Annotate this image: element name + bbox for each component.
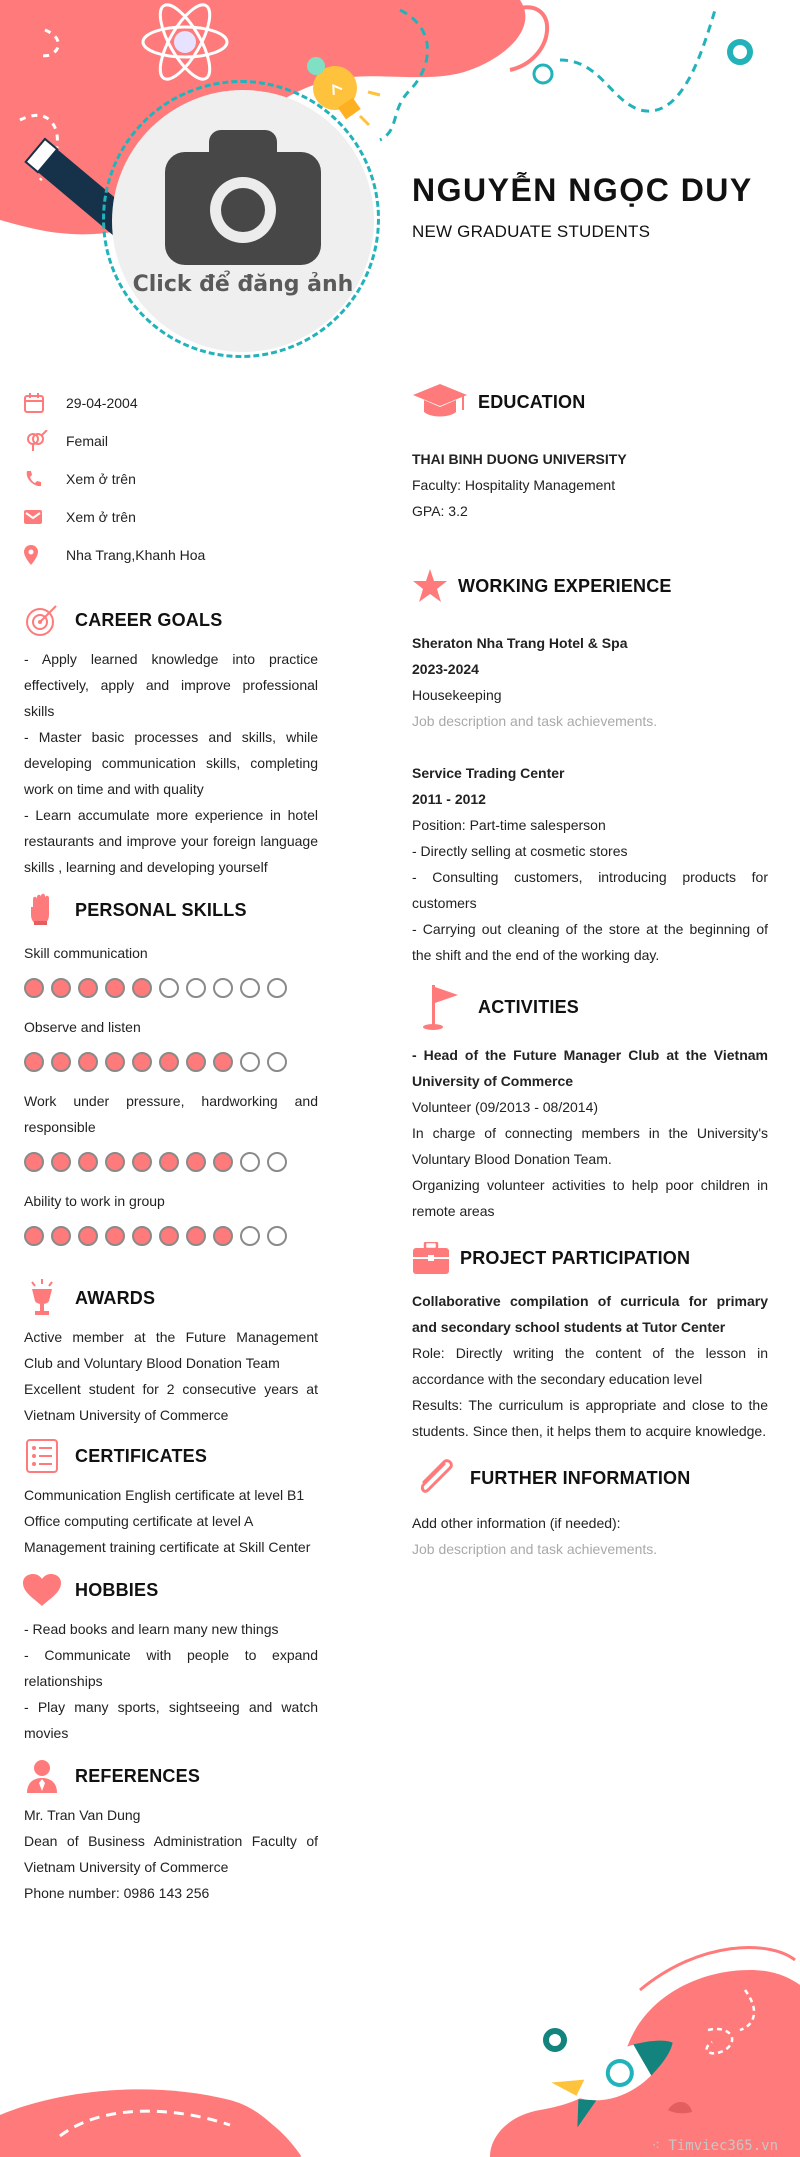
rating-dot-empty (267, 1152, 287, 1172)
job-period: 2011 - 2012 (412, 791, 486, 807)
gender-icon (24, 430, 54, 452)
rating-dot-empty (267, 1052, 287, 1072)
certificate-3: Management training certificate at Skill Center (24, 1539, 311, 1555)
rating-dot-empty (186, 978, 206, 998)
rating-dot-filled (51, 978, 71, 998)
certificates-header (22, 1436, 207, 1476)
awards-title: AWARDS (75, 1287, 156, 1308)
skill-label: Ability to work in group (24, 1193, 165, 1209)
skill-label: Work under pressure, hardworking and responsible (24, 1093, 318, 1135)
activities-title: ACTIVITIES (478, 996, 580, 1017)
hobbies-body (24, 1616, 318, 1746)
work-job-1 (412, 630, 768, 734)
rating-dot-filled (78, 1052, 98, 1072)
phone-icon (24, 468, 54, 490)
graduation-cap-icon (412, 382, 468, 422)
project-role: Role: Directly writing the content of the lesson in accordance with the secondary education level (412, 1345, 768, 1387)
award-1: Active member at the Future Management Club and Voluntary Blood Donation Team (24, 1329, 318, 1371)
work-job-2 (412, 760, 768, 968)
hobby-1: - Read books and learn many new things (24, 1621, 279, 1637)
rating-dot-empty (213, 978, 233, 998)
star-icon (412, 566, 448, 606)
camera-icon[interactable] (165, 130, 321, 265)
hand-icon (22, 890, 62, 930)
rating-dot-empty (240, 1152, 260, 1172)
activity-detail-1: In charge of connecting members in the University's Voluntary Blood Donation Team. (412, 1125, 768, 1167)
education-faculty: Faculty: Hospitality Management (412, 477, 616, 493)
work-header (412, 566, 672, 606)
rating-dot-filled (24, 978, 44, 998)
personal-skills-title: PERSONAL SKILLS (75, 899, 247, 920)
candidate-name: NGUYỄN NGỌC DUY (412, 172, 753, 208)
rating-dot-filled (105, 978, 125, 998)
email-text: Xem ở trên (66, 509, 136, 525)
hobbies-header (22, 1570, 158, 1610)
footer-decoration (0, 1900, 800, 2157)
calendar-icon (24, 392, 54, 414)
rating-dot-empty (240, 1226, 260, 1246)
career-goals-body (24, 646, 318, 880)
rating-dot-filled (105, 1226, 125, 1246)
education-title: EDUCATION (478, 391, 586, 412)
hobby-2: - Communicate with people to expand relationships (24, 1647, 318, 1689)
career-goal-3: - Learn accumulate more experience in hotel restaurants and improve your foreign language skills , learning and developing yourself (24, 807, 318, 875)
rating-dot-filled (213, 1052, 233, 1072)
project-result: Results: The curriculum is appropriate and close to the students. Since then, it helps them to acquire knowledge. (412, 1397, 768, 1439)
email-icon (24, 506, 54, 528)
personal-skills-header (22, 890, 247, 930)
rating-dot-empty (159, 978, 179, 998)
skill-rating (24, 1052, 287, 1072)
career-goal-1: - Apply learned knowledge into practice effectively, apply and improve professional skills (24, 651, 318, 719)
activities-body (412, 1042, 768, 1224)
rating-dot-filled (78, 1226, 98, 1246)
job-duty-2: - Consulting customers, introducing products for customers (412, 869, 768, 911)
rating-dot-filled (105, 1052, 125, 1072)
hobbies-title: HOBBIES (75, 1579, 159, 1600)
rating-dot-empty (240, 1052, 260, 1072)
rating-dot-filled (186, 1226, 206, 1246)
rating-dot-filled (132, 1052, 152, 1072)
certificate-1: Communication English certificate at level B1 (24, 1487, 305, 1503)
contact-birthday (24, 391, 138, 415)
briefcase-icon (412, 1238, 450, 1278)
rating-dot-filled (159, 1152, 179, 1172)
rating-dot-filled (213, 1226, 233, 1246)
job-description: Job description and task achievements. (412, 713, 658, 729)
education-school: THAI BINH DUONG UNIVERSITY (412, 451, 627, 467)
job-period: 2023-2024 (412, 661, 479, 677)
further-header (412, 1458, 690, 1498)
certificate-2: Office computing certificate at level A (24, 1513, 254, 1529)
rating-dot-filled (24, 1052, 44, 1072)
job-company: Sheraton Nha Trang Hotel & Spa (412, 635, 628, 651)
person-icon (22, 1756, 62, 1796)
contact-location (24, 543, 205, 567)
rating-dot-empty (240, 978, 260, 998)
award-2: Excellent student for 2 consecutive years at Vietnam University of Commerce (24, 1381, 318, 1423)
rating-dot-filled (51, 1226, 71, 1246)
work-title: WORKING EXPERIENCE (458, 575, 672, 596)
location-icon (24, 544, 54, 566)
rating-dot-filled (159, 1052, 179, 1072)
rating-dot-filled (24, 1152, 44, 1172)
project-heading: Collaborative compilation of curricula for primary and secondary school students at Tutor Center (412, 1293, 768, 1335)
birthday-text: 29-04-2004 (66, 395, 138, 411)
rating-dot-empty (267, 978, 287, 998)
activity-role: Volunteer (09/2013 - 08/2014) (412, 1099, 599, 1115)
awards-header (22, 1278, 155, 1318)
rating-dot-filled (51, 1052, 71, 1072)
reference-position: Dean of Business Administration Faculty of Vietnam University of Commerce (24, 1833, 318, 1875)
reference-name: Mr. Tran Van Dung (24, 1807, 141, 1823)
rating-dot-filled (51, 1152, 71, 1172)
career-goal-2: - Master basic processes and skills, while developing communication skills, completing work on time and with quality (24, 729, 318, 797)
contact-email (24, 505, 136, 529)
certificates-title: CERTIFICATES (75, 1445, 208, 1466)
rating-dot-filled (159, 1226, 179, 1246)
references-header (22, 1756, 200, 1796)
rating-dot-empty (267, 1226, 287, 1246)
skill-rating (24, 978, 287, 998)
contact-phone (24, 467, 136, 491)
hobby-3: - Play many sports, sightseeing and watch movies (24, 1699, 318, 1741)
job-role: Position: Part-time salesperson (412, 817, 606, 833)
rating-dot-filled (186, 1152, 206, 1172)
reference-phone: Phone number: 0986 143 256 (24, 1885, 210, 1901)
rating-dot-filled (186, 1052, 206, 1072)
rating-dot-filled (78, 978, 98, 998)
activities-header (412, 982, 579, 1032)
flag-icon (412, 982, 468, 1032)
rating-dot-filled (132, 1152, 152, 1172)
rating-dot-filled (78, 1152, 98, 1172)
photo-upload-label[interactable]: Click để đăng ảnh (132, 272, 354, 297)
activity-detail-2: Organizing volunteer activities to help poor children in remote areas (412, 1177, 768, 1219)
certificates-body (24, 1482, 318, 1560)
rating-dot-filled (213, 1152, 233, 1172)
projects-header (412, 1238, 690, 1278)
awards-body (24, 1324, 318, 1428)
job-duty-1: - Directly selling at cosmetic stores (412, 843, 628, 859)
phone-text: Xem ở trên (66, 471, 136, 487)
skill-rating (24, 1226, 287, 1246)
location-text: Nha Trang,Khanh Hoa (66, 547, 206, 563)
skill-label: Skill communication (24, 945, 148, 961)
heart-icon (22, 1570, 62, 1610)
paperclip-icon (412, 1458, 460, 1498)
rating-dot-filled (132, 978, 152, 998)
career-goals-header (22, 600, 222, 640)
further-title: FURTHER INFORMATION (470, 1467, 691, 1488)
footer-brand-text: Timviec365.vn (668, 2138, 778, 2154)
further-body (412, 1510, 768, 1562)
education-header (412, 382, 585, 422)
projects-body (412, 1288, 768, 1444)
job-duty-3: - Carrying out cleaning of the store at the beginning of the shift and the end of the working day. (412, 921, 768, 963)
trophy-icon (22, 1278, 62, 1318)
gender-text: Femail (66, 433, 109, 449)
job-role: Housekeeping (412, 687, 502, 703)
checklist-icon (22, 1436, 62, 1476)
projects-title: PROJECT PARTICIPATION (460, 1247, 691, 1268)
activity-heading: - Head of the Future Manager Club at the Vietnam University of Commerce (412, 1047, 768, 1089)
candidate-subtitle: NEW GRADUATE STUDENTS (412, 222, 651, 241)
rating-dot-filled (132, 1226, 152, 1246)
references-body (24, 1802, 318, 1906)
further-placeholder: Job description and task achievements. (412, 1541, 658, 1557)
skill-rating (24, 1152, 287, 1172)
career-goals-title: CAREER GOALS (75, 609, 223, 630)
rating-dot-filled (24, 1226, 44, 1246)
education-gpa: GPA: 3.2 (412, 503, 468, 519)
job-company: Service Trading Center (412, 765, 565, 781)
education-body (412, 446, 768, 524)
footer-brand: ⁖ Timviec365.vn (651, 2138, 778, 2154)
contact-gender (24, 429, 108, 453)
rating-dot-filled (105, 1152, 125, 1172)
target-icon (22, 600, 62, 640)
skill-label: Observe and listen (24, 1019, 141, 1035)
further-line: Add other information (if needed): (412, 1515, 621, 1531)
references-title: REFERENCES (75, 1765, 201, 1786)
